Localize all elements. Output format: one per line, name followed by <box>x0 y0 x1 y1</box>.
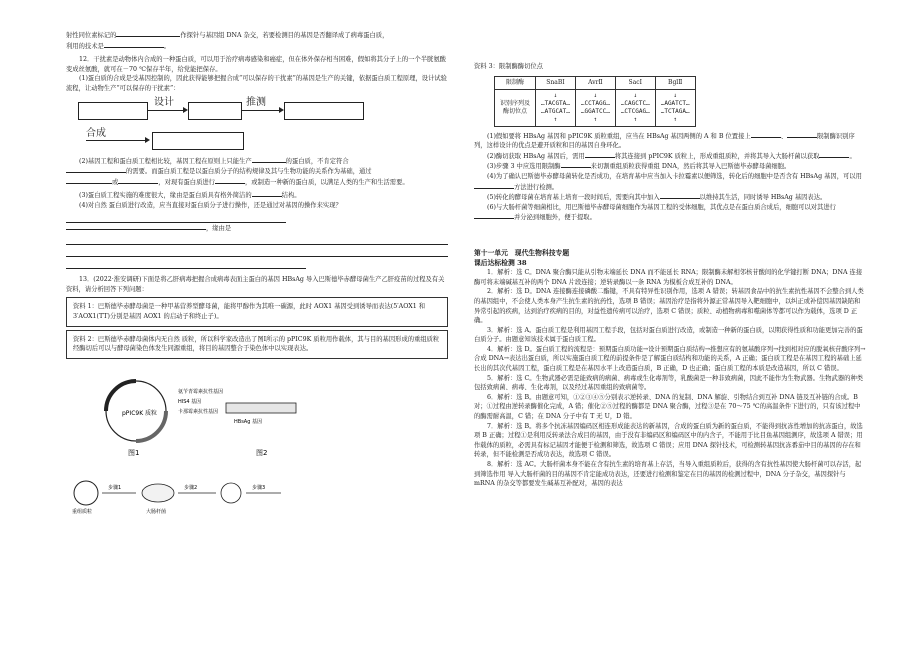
answer-1: 1．解析：选 C。DNA 聚合酶只能从引物末端延长 DNA 而不能延长 RNA；限制酶未解相邻核苷酸间的化学键打断 DNA；DNA 连接酶可将末端碱基互补的两个 DNA 片段连接；逆转录酶以一条 RNA 为模板合成互补的 DNA。 <box>474 269 863 286</box>
q13-part3: (3)步骤 3 中应选用限制酶 来切割重组质粒获得重组 DNA，然后将其导入巴斯德毕赤酵母菌细胞。 <box>487 163 791 171</box>
question-13: 13．(2022·淮安调研)下面是将乙肝病毒把握合成病毒表面主蛋白的基因 HBsAg 导入巴斯德毕赤酵母菌生产乙肝疫苗的过程及有关资料，请分析回答下列问题： <box>66 276 445 293</box>
answer-4: 4．解析：选 D。蛋白质工程的流程是：预期蛋白质功能→设计预期蛋白质结构→推想应有的氨基酸序列→找到相对应的脱氧核苷酸序列→合成 DNA→表达出蛋白质，所以实施蛋白质工程的前提条件是了解蛋白质结构和功能的关系，A 正确；蛋白质工程是在基因工程的基础上延长出的其次代基因工程，蛋白质工程是在基因水平上改造蛋白质，B 正确，D 也正确；蛋白质工程的本质是改造基因，所以 C 错误。 <box>474 345 866 373</box>
enzyme-site: ↓ …TACGTA… …ATGCAT… ↑ <box>536 89 576 126</box>
carryover-line-1: 射性同位素标记的 作探针与基因组 DNA 杂交，若要检测目的基因是否翻译成了病毒蛋白质， <box>66 32 389 39</box>
step3-label: 步骤3 <box>252 484 266 491</box>
unit-title: 第十一单元 现代生物科技专题 <box>474 248 570 257</box>
answer-8: 8．解析：选 AC。大肠杆菌本身不能在含有抗生素的培育基上存活，当导入重组质粒后，获得的含有抗性基因使大肠杆菌可以存活，起到筛选作用 导入大肠杆菌的目的基因不肯定能成功表达，还要进行检测和鉴定在目的基因的检测过程中，DNA 分子杂交，基因探针与 mRNA 的杂交等都要发生碱基互补配对，基因的表达 <box>474 461 862 488</box>
enzyme-header-row <box>495 76 696 89</box>
ecoli <box>142 484 174 502</box>
hbsag-gene-box <box>226 403 296 413</box>
figure-svg <box>66 363 366 523</box>
answer-line-1 <box>66 213 286 223</box>
flow-box-1 <box>78 102 148 120</box>
info-box-1 <box>66 297 448 326</box>
plasmid-small <box>221 483 241 503</box>
question-12-part4: (4)对自然 蛋白质进行改造，应当直接对蛋白质分子进行操作，还是通过对基因的操作来实现？ <box>79 201 342 209</box>
question-12-part2-line2: 的需要。而蛋白质工程是以蛋白质分子的结构规律及其与生物功能的关系作为基础，通过 <box>66 166 448 177</box>
q13-part5: (5)转化的酵母菌在培育基上培育一段时间后，需要向其中加入 以维持其生活，同时诱导 HBsAg 基因表达。 <box>487 194 827 202</box>
enzyme-name: AvrⅡ <box>575 76 615 89</box>
q13-part6: (6)与大肠杆菌等细菌相比，用巴斯德毕赤酵母菌细胞作为基因工程的受体细胞，其优点是在蛋白质合成后，细胞可以对其进行并分泌到细胞外，便于提取。 <box>474 203 866 223</box>
flow-box-2 <box>188 102 242 120</box>
flow-box-3 <box>284 102 364 120</box>
flow-diagram <box>66 98 448 150</box>
hbsag-label: HBsAg 基因 <box>234 418 262 425</box>
enzyme-name: BglⅡ <box>655 76 695 89</box>
answer-5: 5．解析：选 C。生物武器必需是能致病的病菌、病毒或生化毒剂等，乳酸菌是一种非致病菌，因此不能作为生物武器。生物武器的种类包括致病菌、病毒、生化毒剂，以及经过基因重组的致病菌等。 <box>474 374 864 392</box>
plasmid-segment-1 <box>106 381 136 411</box>
recomb-plasmid <box>74 481 98 505</box>
answer-line-3 <box>66 247 448 257</box>
fig-label-his: HIS4 基因 <box>178 398 202 405</box>
flow-label-design: 设计 <box>154 96 174 108</box>
answer-3: 3．解析：选 A。蛋白质工程是利用基因工程手段，包括对蛋白质进行改造，或制造一种新的蛋白质，以期获得性质和功能更加完善的蛋白质分子。由题意知该技术属于蛋白质工程。 <box>474 326 863 344</box>
flow-box-4 <box>152 132 244 150</box>
step2-label: 步骤2 <box>184 484 198 491</box>
enzyme-site: ↓ …CCTAGG… …GGATCC… ↑ <box>575 89 615 126</box>
q13-part4: (4)为了确认巴斯德毕赤酵母菌转化是否成功，在培育基中应当加入卡拉霉素以便筛选，转化后的细胞中是否含有 HBsAg 基因，可以用方法进行检测。 <box>474 172 866 192</box>
info-1-text: 资料 1：巴斯德毕赤酵母菌是一种甲基营养型酵母菌，能将甲醇作为其唯一碳源，此时 AOX1 基因受到诱导而表达(5′AOX1 和 3′AOX1(TT)分别是基因 AOX1 的启动子和终止子)。 <box>73 303 426 320</box>
subunit-title: 课后达标检测 38 <box>474 258 527 267</box>
recomb-label: 重组质粒 <box>72 508 93 515</box>
enzyme-header: 限制酶 <box>495 76 536 89</box>
step1-label: 步骤1 <box>108 484 122 491</box>
answer-7: 7．解析：选 B。将多个抗冻基因编码区相连形成能表达的新基因，合成的蛋白质为新的蛋白质，不能得到抗冻性增加的抗冻蛋白，故选项 B 正确；过程①是利用反转录法合成目的基因，由于没有非编码区和编码区中的内含子，不能用于比目鱼基因组测序，故选项 A 错误；用作载体的质粒，必需具有标记基因才能便于检测和筛选，故选项 C 错误；应用 DNA 探针技术，可检测转基因抗冻番茄中目的基因的存在和转录，但不能检测是否成功表达，故选项 C 错误。 <box>474 422 863 459</box>
enzyme-site-row <box>495 89 696 126</box>
question-12-part1: (1)蛋白质的合成是受基因控制的，因此获得能够把握合成“可以保存的干扰素”的基因是生产的关键，依据蛋白质工程原理，设计试验流程，让动物生产“可以保存的干扰素”： <box>66 75 447 92</box>
enzyme-site: ↓ …AGATCT… …TCTAGA… ↑ <box>655 89 695 126</box>
left-column <box>66 0 448 527</box>
answer-line-2 <box>66 235 448 245</box>
enzyme-name: SacⅠ <box>615 76 655 89</box>
answer-6: 6．解析：选 B。由题意可知，①②③④⑤分别表示逆转录、DNA 的复制、DNA 解旋、引物结合到互补 DNA 链及互补链的合成。B 对；①过程由逆转录酶催化完成，A 错；催化②⑤过程的酶都是 DNA 聚合酶，过程③是在 70～75 ℃的高温条件下进行的，只有该过程中的酶需耐高温，C 错；在 DNA 分子中有 T 无 U，D 错。 <box>474 393 861 421</box>
fig1-label: 图1 <box>128 448 140 457</box>
fig2-label: 图2 <box>256 448 268 457</box>
q13-part2: (2)酶切获取 HBsAg 基因后，需用 将其连接到 pPIC9K 质粒上，形成重组质粒，并将其导入大肠杆菌以获取 。 <box>487 152 856 160</box>
question-12-part3: (3)蛋白质工程实施的难度很大，缘由是蛋白质具有格外简洁的 结构。 <box>79 192 301 200</box>
question-12: 12．干扰素是动物体内合成的一种蛋白质，可以用于治疗病毒感染和癌症，但在体外保存相当困难，假如将其分子上的一个半胱氨酸变成丝氨酸，就可在－70 ℃保存半年，给党能把保存。 <box>66 56 446 73</box>
question-12-part4-line2: ，缘由是 <box>66 223 448 234</box>
figure-plasmid-process <box>66 363 448 523</box>
flow-arrow-3 <box>86 140 146 141</box>
fig-label-kan: 卡那霉素抗性基因 <box>178 408 219 415</box>
carryover-line-2: 利用的技术是 。 <box>66 42 171 50</box>
answer-2: 2．解析：选 D。DNA 连接酶连接磷酸二酯键，不具有特异性识别作用，选项 A 错误；转基因食品中的抗生素抗性基因不会整合到人类的基因组中，不会使人类本身产生抗生素的抗药性，选项 B 错误；基因治疗是指将外源正常基因导入靶细胞中，以纠正或补偿因基因缺陷和异常引起的疾病，达到治疗疾病的目的，对益性遗传病可以治疗，选项 C 错误；质粒、动植物病毒和噬菌体等都可以作为载体，选项 D 正确。 <box>474 288 864 325</box>
enzyme-site: ↓ …CAGCTC… …CTCGAG… ↑ <box>615 89 655 126</box>
info-3-title: 资料 3：限制酶酶切位点 <box>474 63 543 70</box>
info-2-text: 资料 2：巴斯德毕赤酵母菌体内无自然 质粒，所以科学家改造出了图Ⅰ所示的 pPIC9K 质粒用作载体，其与目的基因形成的重组质粒经酶切后可以与酵母菌染色体发生同源重组，将目的基因整合于染色体中以实现表达。 <box>73 335 440 353</box>
answer-line-4 <box>66 259 306 269</box>
flow-arrow-2 <box>242 110 280 111</box>
enzyme-table <box>494 76 696 127</box>
question-12-part2-line3: 或 ，对现有蛋白质进行 ，或制造一种新的蛋白质，以满足人类的生产和生活需要。 <box>66 177 448 188</box>
flow-label-synth: 合成 <box>86 127 106 139</box>
enzyme-name: SnaBⅠ <box>536 76 576 89</box>
ecoli-label: 大肠杆菌 <box>146 508 167 515</box>
flow-arrow-1 <box>148 110 184 111</box>
right-column <box>474 0 866 489</box>
plasmid-label: pPIC9K 质粒 <box>122 409 158 417</box>
info-box-2 <box>66 330 448 359</box>
question-12-part2: (2)基因工程和蛋白质工程相比较，基因工程在原则上只能生产 的蛋白质，不肯定符合 <box>79 157 349 165</box>
flow-label-deduce: 推测 <box>246 96 266 108</box>
fig-label-amp: 氨苄青霉素抗性基因 <box>178 388 224 395</box>
q13-part1: (1)假如要将 HBsAg 基因和 pPIC9K 质粒重组，应当在 HBsAg 基因两侧的 A 和 B 位置接上 、 限制酶识别序列，这样设计的优点是避开质粒和目的基因自身环化。 <box>474 132 855 150</box>
row-label: 识别序列及酶切位点 <box>495 89 536 126</box>
